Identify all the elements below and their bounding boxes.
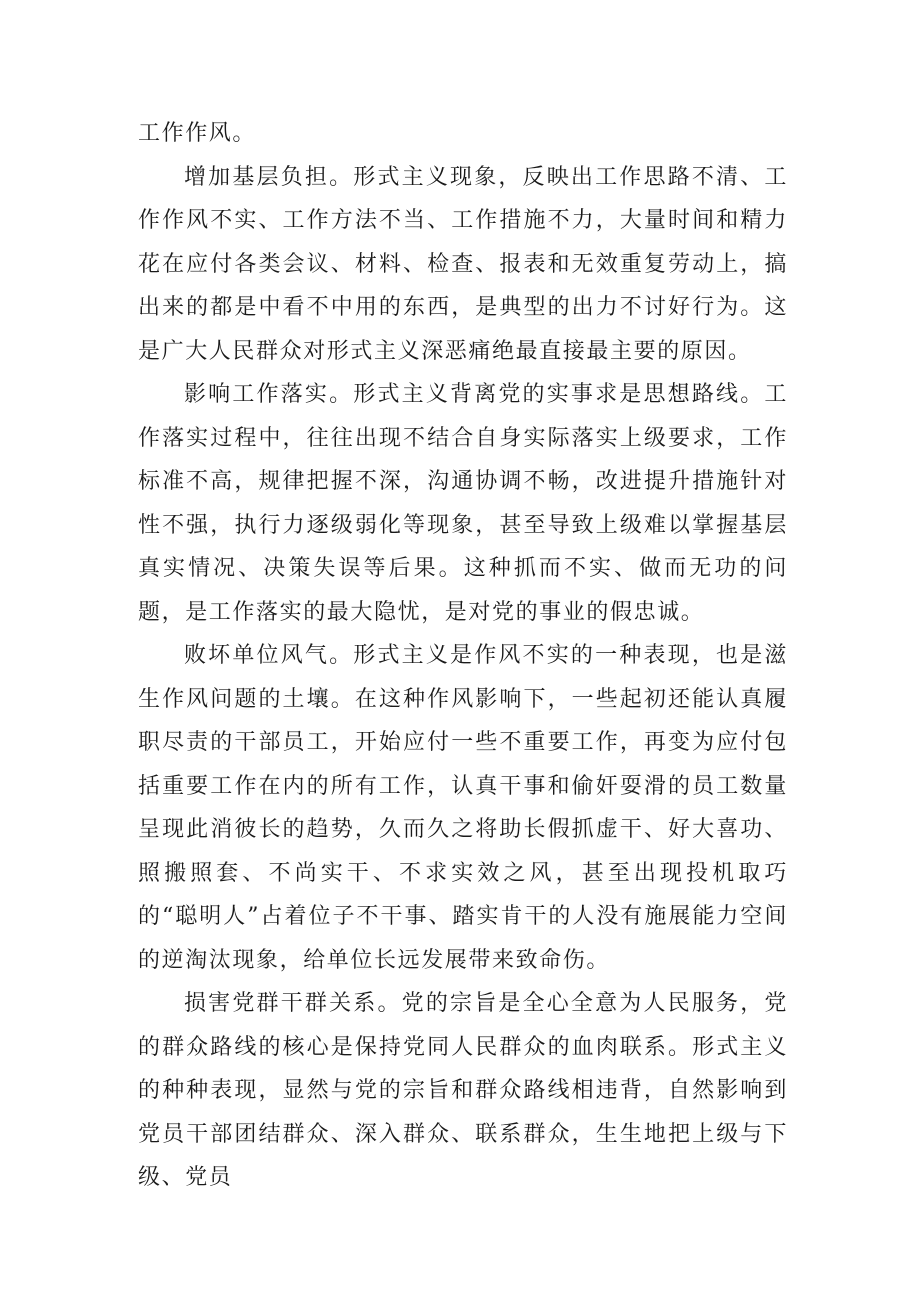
document-body [138, 112, 788, 1200]
paragraph-harm-relations: 损害党群干群关系。党的宗旨是全心全意为人民服务，党的群众路线的核心是保持党同人民群众的血肉联系。形式主义的种种表现，显然与党的宗旨和群众路线相违背，自然影响到党员干部团结群众、深入群众、联系群众，生生地把上级与下级、党员 [138, 991, 788, 1190]
paragraph-increase-burden: 增加基层负担。形式主义现象，反映出工作思路不清、工作作风不实、工作方法不当、工作措施不力，大量时间和精力花在应付各类会议、材料、检查、报表和无效重复劳动上，搞出来的都是中看不中用的东西，是典型的出力不讨好行为。这是广大人民群众对形式主义深恶痛绝最直接最主要的原因。 [138, 164, 788, 364]
paragraph-continuation: 工作作风。 [138, 121, 257, 146]
paragraph-spoil-atmosphere: 败坏单位风气。形式主义是作风不实的一种表现，也是滋生作风问题的土壤。在这种作风影响下，一些起初还能认真履职尽责的干部员工，开始应付一些不重要工作，再变为应付包括重要工作在内的所有工作，认真干事和偷奸耍滑的员工数量呈现此消彼长的趋势，久而久之将助长假抓虚干、好大喜功、照搬照套、不尚实干、不求实效之风，甚至出现投机取巧的“聪明人”占着位子不干事、踏实肯干的人没有施展能力空间的逆淘汰现象，给单位长远发展带来致命伤。 [138, 643, 788, 973]
paragraph-affect-implementation: 影响工作落实。形式主义背离党的实事求是思想路线。工作落实过程中，往往出现不结合自身实际落实上级要求，工作标准不高，规律把握不深，沟通协调不畅，改进提升措施针对性不强，执行力逐级弱化等现象，甚至导致上级难以掌握基层真实情况、决策失误等后果。这种抓而不实、做而无功的问题，是工作落实的最大隐忧，是对党的事业的假忠诚。 [138, 382, 788, 625]
